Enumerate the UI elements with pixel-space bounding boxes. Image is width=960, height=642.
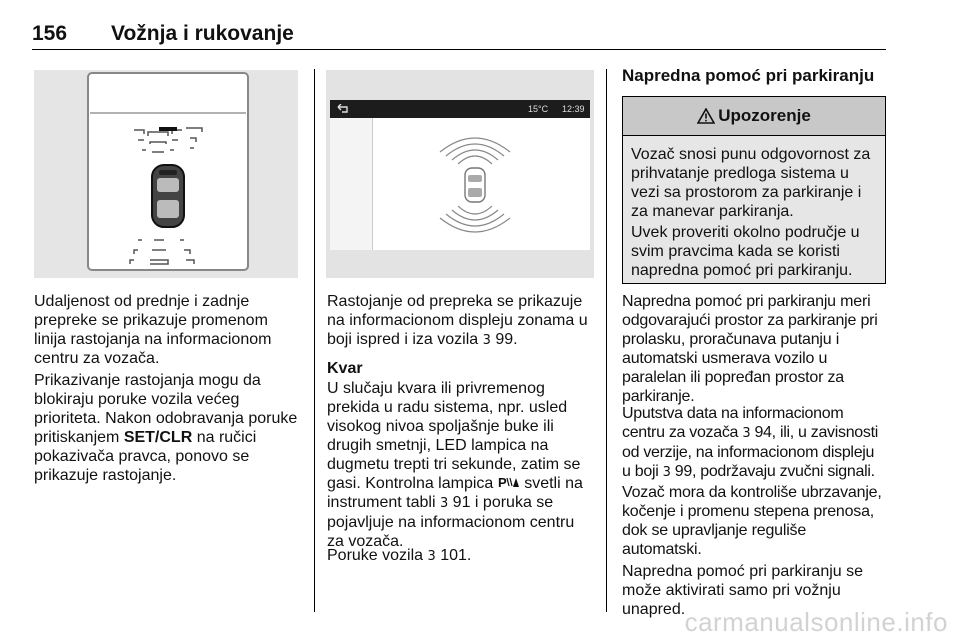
display-screen [330, 100, 590, 250]
car-icon [152, 165, 184, 227]
infotainment-display-figure [326, 70, 594, 278]
col1-paragraph-2: Prikazivanje rastojanja mogu da blokiraju poruke vozila većeg prioriteta. Nakon odobravanja poruke pritiskanjem SET/CLR na ručici pokazivača pravca, ponovo se prikazuje rastojanje. [34, 372, 298, 484]
parking-distance-cluster-figure [34, 70, 298, 278]
column-divider-left [314, 69, 315, 612]
section-title: Napredna pomoć pri parkiranju [622, 66, 875, 85]
display-temperature: 15°C [528, 104, 549, 114]
parking-sensor-graphic [420, 122, 530, 248]
col2-poruke-paragraph: Poruke vozila 3 101. [327, 547, 472, 564]
col1-paragraph-1: Udaljenost od prednje i zadnje prepreke se prikazuje promenom linija rastojanja na informacionom centru za vozača. [34, 293, 272, 367]
watermark: carmanualsonline.info [684, 607, 948, 637]
warning-title: Upozorenje [718, 106, 811, 125]
park-assist-lamp-icon [498, 475, 520, 489]
display-left-panel [330, 118, 373, 250]
col2-kvar-paragraph: U slučaju kvara ili privremenog prekida u radu sistema, npr. usled visokog nivoa spoljašnje buke ili drugih smetnji, LED lampica na dugmetu trepti tri sekunde, zatim se gasi. Kontrolna lampica P svetli na instrument tabli 3 91 i poruka se pojavljuje na informacionom centru za vozača. [327, 380, 583, 550]
back-arrow-icon[interactable] [336, 104, 350, 114]
kvar-heading: Kvar [327, 360, 363, 377]
column-divider-right [606, 69, 607, 612]
col3-paragraph-3: Vozač mora da kontroliše ubrzavanje, kočenje i promenu stepena prenosa, dok se upravljanje reguliše automatski. [622, 484, 882, 558]
col2-paragraph-1: Rastojanje od prepreka se prikazuje na informacionom displeju zonama u boji ispred i iza vozila 3 99. [327, 293, 588, 348]
warning-box [622, 96, 886, 284]
warning-header [623, 97, 885, 136]
col3-paragraph-1: Napredna pomoć pri parkiranju meri odgovarajući prostor za parkiranje pri prolasku, proračunava putanju i automatski usmerava vozilo u paralelan ili popređan prostor za parkiranje. [622, 293, 878, 405]
col3-paragraph-4: Napredna pomoć pri parkiranju se može aktivirati samo pri vožnju unapred. [622, 563, 864, 618]
ref-arrow-icon: 3 [482, 333, 491, 348]
header-rule [32, 49, 886, 50]
warning-paragraph-2: Uvek proveriti okolno područje u svim pravcima kada se koristi napredna pomoć pri parkiranju. [631, 224, 860, 279]
page-number: 156 [32, 22, 68, 45]
display-status-bar [330, 100, 590, 118]
svg-text:P: P [497, 475, 507, 489]
warning-triangle-icon [697, 108, 715, 124]
warning-paragraph-1: Vozač snosi punu odgovornost za prihvatanje predloga sistema u vezi sa prostorom za parkiranje i za manevar parkiranja. [631, 146, 871, 220]
display-time: 12:39 [562, 104, 585, 114]
chapter-title: Vožnja i rukovanje [111, 22, 294, 45]
col3-paragraph-2: Uputstva data na informacionom centru za vozača 3 94, ili, u zavisnosti od verzije, na informacionom displeju u boji 3 99, podržavaju zvučni signali. [622, 405, 878, 480]
